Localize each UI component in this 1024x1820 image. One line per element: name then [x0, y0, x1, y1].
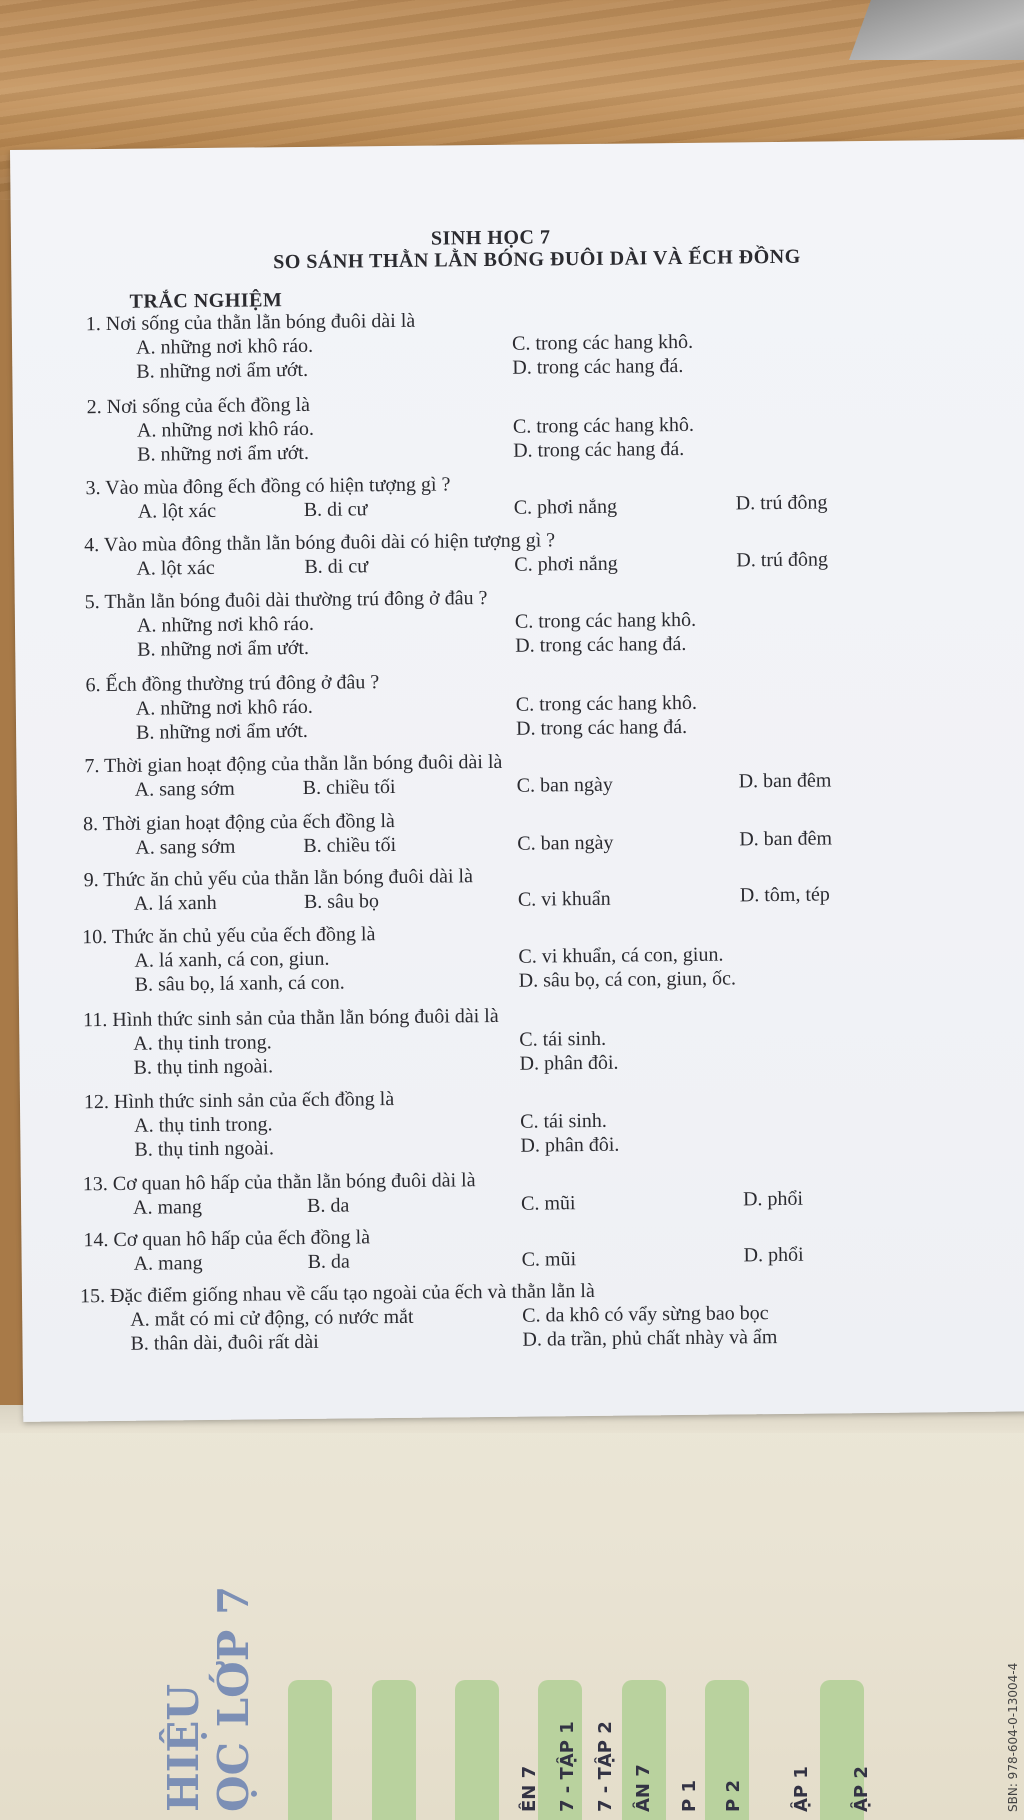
book-spine-title-1: HIỆU	[159, 1684, 208, 1812]
option-b: B. những nơi ẩm ướt.	[135, 719, 308, 744]
worksheet-title: SO SÁNH THẰN LẰN BÓNG ĐUÔI DÀI VÀ ẾCH ĐỒNG	[273, 245, 801, 274]
option-d: D. ban đêm	[738, 769, 832, 793]
option-b: B. da	[306, 1194, 350, 1217]
option-a: A. lột xác	[136, 556, 215, 580]
question-text: 7. Thời gian hoạt động của thằn lằn bóng đuôi dài là	[84, 750, 503, 778]
option-a: A. những nơi khô ráo.	[135, 334, 314, 359]
question-text: 4. Vào mùa đông thằn lằn bóng đuôi dài có hiện tượng gì ?	[84, 529, 556, 557]
option-d: D. tôm, tép	[739, 883, 830, 907]
book-tab-label: P 2	[723, 1780, 744, 1812]
option-d: D. trong các hang đá.	[515, 715, 688, 740]
book-tab-label: ẬP 1	[791, 1766, 812, 1812]
option-b: B. di cư	[304, 555, 369, 578]
option-b: B. những nơi ẩm ướt.	[137, 636, 310, 661]
question-text: 14. Cơ quan hô hấp của ếch đồng là	[83, 1226, 371, 1252]
option-d: D. trú đông	[736, 548, 829, 572]
option-c: C. trong các hang khô.	[511, 330, 694, 355]
option-a: A. mang	[133, 1252, 203, 1275]
book-tab-label: 7 - TẬP 1	[557, 1721, 578, 1812]
option-c: C. trong các hang khô.	[512, 413, 695, 438]
question-text: 10. Thức ăn chủ yếu của ếch đồng là	[82, 923, 376, 949]
option-c: C. vi khuẩn, cá con, giun.	[518, 943, 724, 968]
option-d: D. trú đông	[735, 491, 828, 515]
option-d: D. phổi	[742, 1187, 804, 1211]
option-a: A. thụ tinh trong.	[133, 1031, 272, 1055]
option-d: D. phổi	[743, 1243, 804, 1267]
option-a: A. sang sớm	[135, 835, 236, 859]
option-c: C. trong các hang khô.	[514, 608, 697, 633]
option-a: A. lá xanh, cá con, giun.	[134, 947, 330, 972]
option-a: A. những nơi khô ráo.	[135, 695, 313, 720]
option-a: A. những nơi khô ráo.	[136, 612, 315, 637]
option-b: B. sâu bọ, lá xanh, cá con.	[134, 971, 345, 996]
option-d: D. trong các hang đá.	[512, 354, 684, 379]
option-c: C. tái sinh.	[520, 1109, 607, 1133]
question-text: 2. Nơi sống của ếch đồng là	[86, 393, 311, 419]
option-d: D. trong các hang đá.	[513, 437, 685, 462]
book-tab-label: 7 - TẬP 2	[595, 1721, 616, 1812]
option-a: A. những nơi khô ráo.	[136, 417, 315, 442]
question-text: 5. Thằn lằn bóng đuôi dài thường trú đông ở đâu ?	[84, 587, 488, 614]
option-d: D. phân đôi.	[519, 1051, 619, 1075]
option-c: C. trong các hang khô.	[515, 691, 698, 716]
option-d: D. da trần, phủ chất nhày và ẩm	[522, 1326, 778, 1351]
option-b: B. sâu bọ	[303, 890, 380, 913]
option-c: C. mũi	[521, 1248, 577, 1271]
book-tab	[288, 1680, 332, 1820]
option-a: A. thụ tinh trong.	[134, 1113, 273, 1137]
question-text: 1. Nơi sống của thằn lằn bóng đuôi dài là	[85, 309, 416, 336]
option-b: B. thân dài, đuôi rất dài	[130, 1330, 319, 1355]
book-tab-label: ẬP 2	[851, 1766, 872, 1812]
question-text: 6. Ếch đồng thường trú đông ở đâu ?	[85, 671, 380, 697]
option-b: B. chiều tối	[302, 775, 396, 799]
book-tab-label: ÂN 7	[633, 1764, 654, 1812]
section-heading: TRẮC NGHIỆM	[129, 289, 283, 313]
option-c: C. ban ngày	[517, 831, 614, 855]
option-c: C. vi khuẩn	[517, 887, 611, 911]
option-b: B. di cư	[303, 498, 368, 521]
option-a: A. mắt có mi cử động, có nước mắt	[130, 1305, 414, 1331]
option-a: A. lá xanh	[133, 891, 217, 915]
option-d: D. phân đôi.	[520, 1133, 620, 1157]
worksheet-paper	[10, 139, 1024, 1422]
option-c: C. ban ngày	[516, 773, 613, 797]
question-text: 15. Đặc điểm giống nhau về cấu tạo ngoài của ếch và thằn lằn là	[79, 1279, 595, 1308]
option-c: C. da khô có vẩy sừng bao bọc	[522, 1302, 769, 1327]
option-d: D. sâu bọ, cá con, giun, ốc.	[518, 967, 737, 992]
option-c: C. tái sinh.	[519, 1027, 607, 1051]
question-text: 12. Hình thức sinh sản của ếch đồng là	[83, 1088, 395, 1114]
option-b: B. những nơi ẩm ướt.	[137, 441, 310, 466]
option-d: D. ban đêm	[739, 827, 833, 851]
book-tab	[455, 1680, 499, 1820]
option-a: A. mang	[132, 1196, 203, 1219]
question-text: 11. Hình thức sinh sản của thằn lằn bóng đuôi dài là	[83, 1004, 499, 1032]
textbook-cover	[0, 1405, 1024, 1820]
question-text: 3. Vào mùa đông ếch đồng có hiện tượng gì ?	[85, 473, 451, 500]
option-c: C. mũi	[520, 1192, 576, 1215]
option-b: B. thụ tinh ngoài.	[134, 1137, 275, 1161]
subject-heading: SINH HỌC 7	[430, 226, 551, 250]
option-b: B. thụ tinh ngoài.	[133, 1055, 274, 1079]
book-tab	[372, 1680, 416, 1820]
option-a: A. lột xác	[137, 499, 217, 523]
question-text: 13. Cơ quan hô hấp của thằn lằn bóng đuôi dài là	[82, 1169, 476, 1196]
option-a: A. sang sớm	[134, 777, 235, 801]
option-c: C. phơi nắng	[513, 495, 618, 519]
gray-object	[849, 0, 1024, 60]
option-b: B. chiều tối	[303, 833, 397, 857]
isbn-text: SBN: 978-604-0-13004-4	[1006, 1662, 1020, 1812]
option-b: B. da	[307, 1250, 350, 1273]
book-spine-title-2: ỌC LỚP 7	[209, 1585, 258, 1812]
question-text: 8. Thời gian hoạt động của ếch đồng là	[82, 810, 395, 836]
question-text: 9. Thức ăn chủ yếu của thằn lằn bóng đuôi dài là	[83, 865, 473, 892]
option-d: D. trong các hang đá.	[515, 632, 687, 657]
book-tab-label: P 1	[679, 1780, 700, 1812]
option-b: B. những nơi ẩm ướt.	[136, 358, 309, 383]
option-c: C. phơi nắng	[514, 552, 618, 576]
book-tab-label: ÊN 7	[519, 1765, 540, 1812]
